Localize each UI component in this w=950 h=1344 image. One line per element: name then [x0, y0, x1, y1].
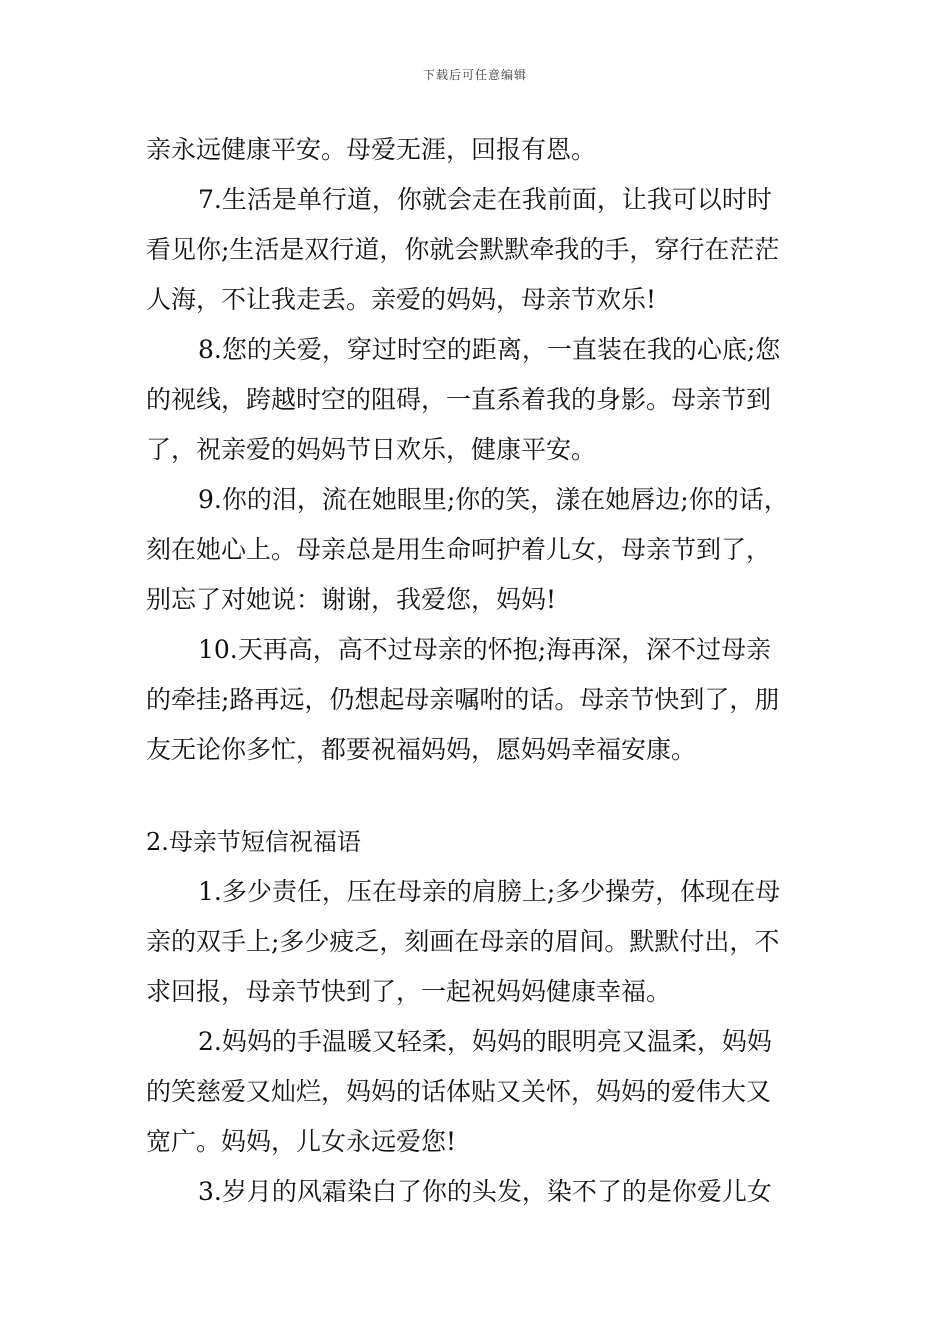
document-body	[146, 128, 808, 1220]
paragraph	[146, 1170, 808, 1220]
text-line: 2.母亲节短信祝福语	[146, 828, 361, 856]
page-header-note: 下载后可任意编辑	[422, 68, 527, 82]
text-line: 的笑慈爱又灿烂，妈妈的话体贴又关怀，妈妈的爱伟大又	[146, 1077, 772, 1106]
text-line: 亲永远健康平安。母爱无涯，回报有恩。	[146, 135, 597, 164]
text-line: 宽广。妈妈，儿女永远爱您!	[146, 1127, 457, 1156]
paragraph	[146, 628, 808, 778]
text-line: 3.岁月的风霜染白了你的头发，染不了的是你爱儿女	[198, 1177, 772, 1206]
text-line: 人海，不让我走丢。亲爱的妈妈，母亲节欢乐!	[146, 285, 657, 314]
paragraph	[146, 128, 808, 178]
text-line: 求回报，母亲节快到了，一起祝妈妈健康幸福。	[146, 977, 672, 1006]
paragraph	[146, 178, 808, 328]
paragraph	[146, 870, 808, 1020]
section-gap	[146, 778, 808, 820]
text-line: 2.妈妈的手温暖又轻柔，妈妈的眼明亮又温柔，妈妈	[198, 1027, 772, 1056]
text-line: 1.多少责任，压在母亲的肩膀上;多少操劳，体现在母	[198, 877, 781, 906]
text-line: 的视线，跨越时空的阻碍，一直系着我的身影。母亲节到	[146, 385, 772, 414]
paragraph	[146, 328, 808, 478]
paragraph	[146, 1020, 808, 1170]
text-line: 了，祝亲爱的妈妈节日欢乐，健康平安。	[146, 435, 597, 464]
text-line: 10.天再高，高不过母亲的怀抱;海再深，深不过母亲	[198, 635, 772, 664]
text-line: 8.您的关爱，穿过时空的距离，一直装在我的心底;您	[198, 335, 781, 364]
text-line: 的牵挂;路再远，仍想起母亲嘱咐的话。母亲节快到了，朋	[146, 685, 780, 714]
text-line: 刻在她心上。母亲总是用生命呵护着儿女，母亲节到了，	[146, 535, 772, 564]
text-line: 7.生活是单行道，你就会走在我前面，让我可以时时	[198, 185, 772, 214]
text-line: 看见你;生活是双行道，你就会默默牵我的手，穿行在茫茫	[146, 235, 780, 264]
text-line: 亲的双手上;多少疲乏，刻画在母亲的眉间。默默付出，不	[146, 927, 780, 956]
paragraph	[146, 478, 808, 628]
text-line: 别忘了对她说：谢谢，我爱您，妈妈!	[146, 585, 557, 614]
section-heading	[146, 820, 808, 870]
text-line: 9.你的泪，流在她眼里;你的笑，漾在她唇边;你的话，	[198, 485, 789, 514]
text-line: 友无论你多忙，都要祝福妈妈，愿妈妈幸福安康。	[146, 735, 697, 764]
